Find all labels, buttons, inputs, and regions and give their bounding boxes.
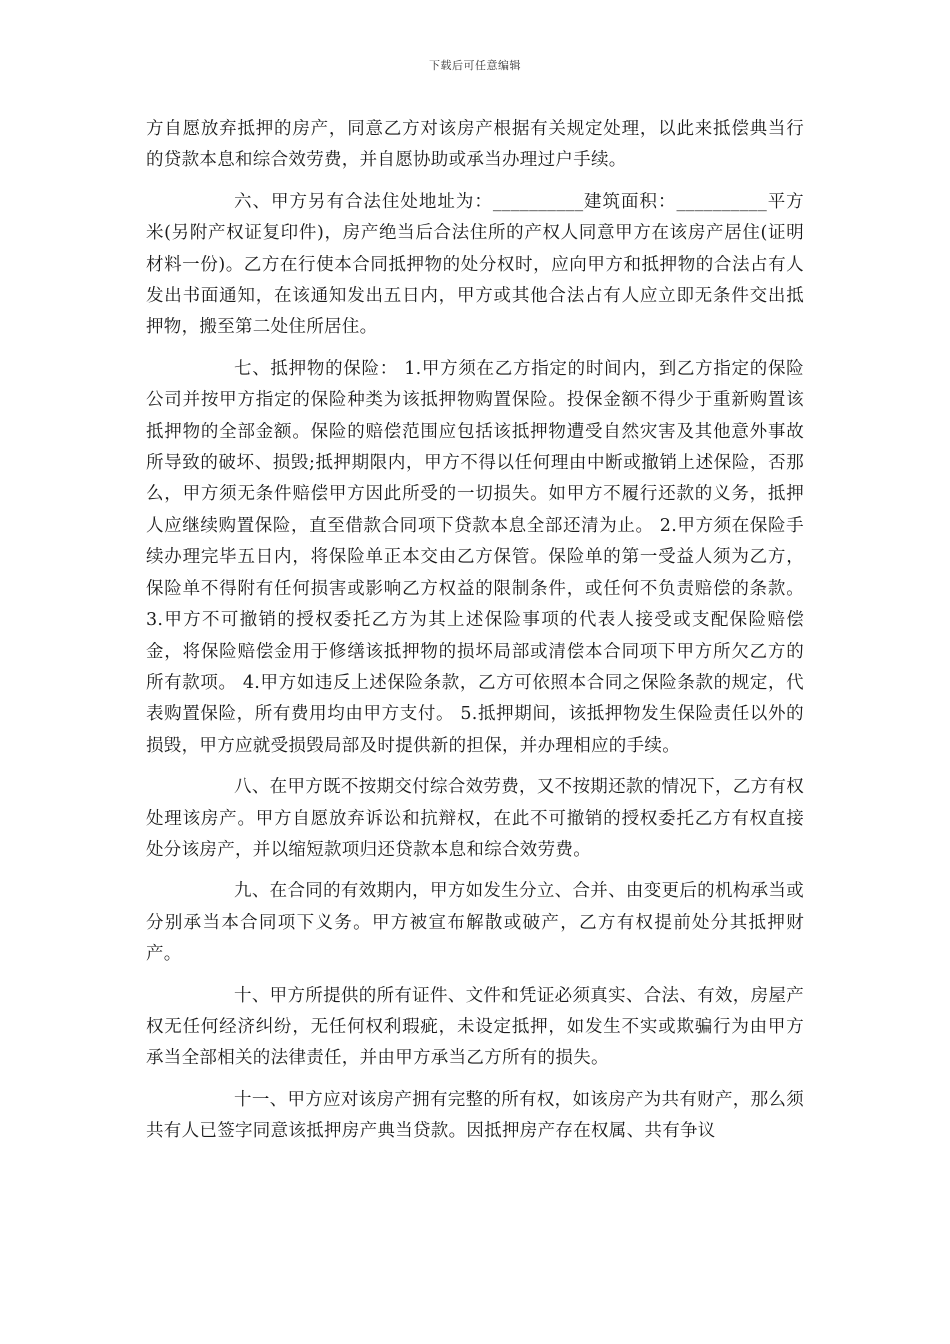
page-header-note: 下载后可任意编辑 <box>429 59 521 72</box>
paragraph-clause-8: 八、在甲方既不按期交付综合效劳费，又不按期还款的情况下，乙方有权处理该房产。甲方自愿放弃诉讼和抗辩权，在此不可撤销的授权委托乙方有权直接处分该房产，并以缩短款项归还贷款本息和综合效劳费。 <box>146 777 804 860</box>
paragraph-continuation: 方自愿放弃抵押的房产，同意乙方对该房产根据有关规定处理，以此来抵偿典当行的贷款本息和综合效劳费，并自愿协助或承当办理过户手续。 <box>146 119 804 171</box>
paragraph-clause-11: 十一、甲方应对该房产拥有完整的所有权，如该房产为共有财产，那么须共有人已签字同意该抵押房产典当贷款。因抵押房产存在权属、共有争议 <box>146 1089 804 1142</box>
paragraph-clause-9: 九、在合同的有效期内，甲方如发生分立、合并、由变更后的机构承当或分别承当本合同项下义务。甲方被宣布解散或破产，乙方有权提前处分其抵押财产。 <box>146 881 804 965</box>
paragraph-clause-7: 七、抵押物的保险： 1.甲方须在乙方指定的时间内，到乙方指定的保险公司并按甲方指定的保险种类为该抵押物购置保险。投保金额不得少于重新购置该抵押物的全部金额。保险的赔偿范围应包括该抵押物遭受自然灾害及其他意外事故所导致的破坏、损毁;抵押期限内，甲方不得以任何理由中断或撤销上述保险，否那么，甲方须无条件赔偿甲方因此所受的一切损失。如甲方不履行还款的义务，抵押人应继续购置保险，直至借款合同项下贷款本息全部还清为止。 2.甲方须在保险手续办理完毕五日内，将保险单正本交由乙方保管。保险单的第一受益人须为乙方，保险单不得附有任何损害或影响乙方权益的限制条件，或任何不负责赔偿的条款。 3.甲方不可撤销的授权委托乙方为其上述保险事项的代表人接受或支配保险赔偿金，将保险赔偿金用于修缮该抵押物的损坏局部或清偿本合同项下甲方所欠乙方的所有款项。 4.甲方如违反上述保险条款，乙方可依照本合同之保险条款的规定，代表购置保险，所有费用均由甲方支付。 5.抵押期间，该抵押物发生保险责任以外的损毁，甲方应就受损毁局部及时提供新的担保，并办理相应的手续。 <box>146 358 804 756</box>
document-body <box>146 114 804 1158</box>
paragraph-clause-6: 六、甲方另有合法住处地址为：__________建筑面积：__________平方米(另附产权证复印件)，房产绝当后合法住所的产权人同意甲方在该房产居住(证明材料一份)。乙方在行使本合同抵押物的处分权时，应向甲方和抵押物的合法占有人发出书面通知，在该通知发出五日内，甲方或其他合法占有人应立即无条件交出抵押物，搬至第二处住所居住。 <box>146 191 804 338</box>
paragraph-clause-10: 十、甲方所提供的所有证件、文件和凭证必须真实、合法、有效，房屋产权无任何经济纠纷，无任何权利瑕疵，未设定抵押，如发生不实或欺骗行为由甲方承当全部相关的法律责任，并由甲方承当乙方所有的损失。 <box>146 985 804 1069</box>
